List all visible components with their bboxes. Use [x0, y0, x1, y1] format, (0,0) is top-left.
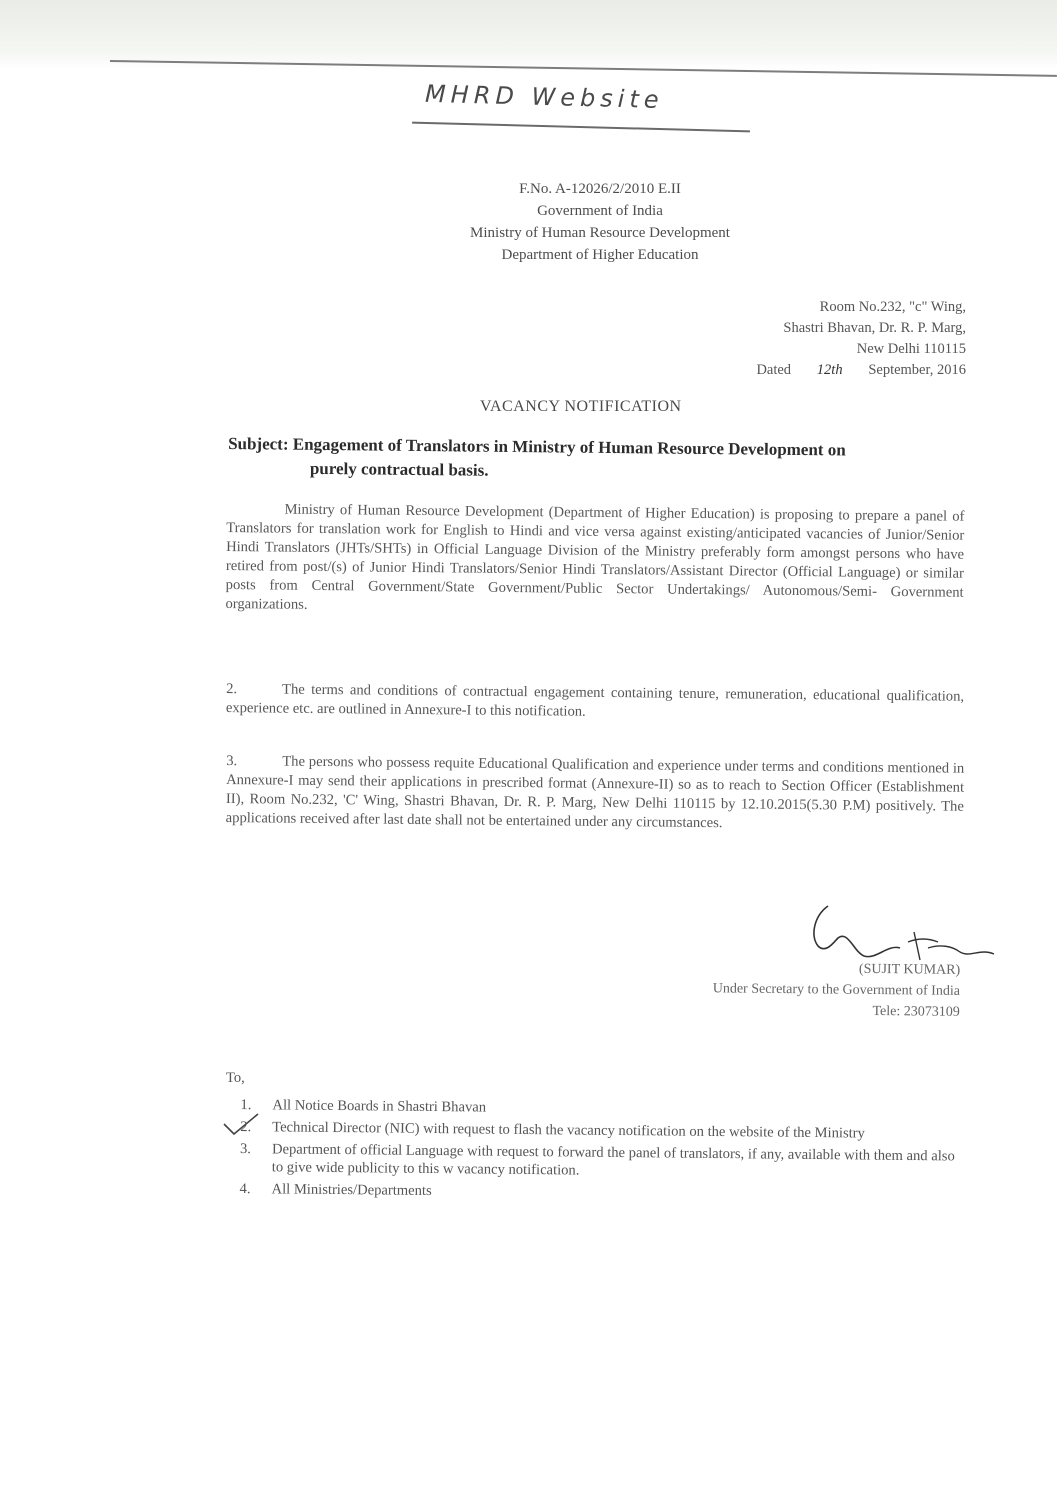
paragraph-number: 2.	[226, 681, 238, 698]
handwritten-underline	[412, 122, 750, 133]
subject-line-1: Subject: Engagement of Translators in Ministry of Human Resource Development on	[228, 434, 846, 460]
letter-date	[640, 360, 966, 381]
paragraph-1: Ministry of Human Resource Development (Department of Higher Education) is proposing to prepare a panel of Translators for translation work for English to Hindi and vice versa against existing/anticipated vacancies of Junior/Senior Hindi Translators (JHTs/SHTs) in Official Language Division of the Ministry preferably form amongst persons who have retired from post/(s) of Junior Hindi Translators/Senior Hindi Translators/Assistant Director (Official Language) or similar posts from Central Government/State Government/Public Sector Undertakings/ Autonomous/Semi- Government organizations.	[225, 501, 965, 613]
handwritten-day: 12th	[816, 362, 843, 378]
notice-title: VACANCY NOTIFICATION	[480, 398, 682, 415]
paragraph-3	[226, 752, 965, 836]
list-item: 1. All Notice Boards in Shastri Bhavan	[240, 1097, 487, 1116]
subject-line-2: purely contractual basis.	[309, 458, 489, 480]
paragraph-2	[226, 680, 964, 726]
address-city: New Delhi 110115	[856, 341, 966, 357]
distribution-list	[239, 1096, 960, 1210]
file-number: F.No. A-12026/2/2010 E.II	[519, 181, 681, 197]
paragraph-number: 3.	[226, 753, 238, 770]
list-item: 3. Department of official Language with request to forward the panel of translators, if any, available with them and also to give wide publicity to this w vacancy notification.	[239, 1141, 955, 1179]
date-month-year: September, 2016	[868, 362, 966, 378]
dated-label: Dated	[756, 362, 792, 378]
letter-header	[390, 178, 810, 266]
signatory-name: (SUJIT KUMAR)	[858, 961, 961, 978]
list-item: 2. Technical Director (NIC) with request to flash the vacancy notification on the website of the Ministry	[240, 1119, 865, 1142]
sender-address	[640, 297, 966, 381]
paragraph-2-text: The terms and conditions of contractual engagement containing tenure, remuneration, educational qualification, experience etc. are outlined in Annexure-I to this notification.	[225, 681, 965, 720]
address-building: Shastri Bhavan, Dr. R. P. Marg,	[783, 320, 966, 336]
handwritten-annotation: MHRD Website	[424, 79, 664, 115]
signatory-block	[600, 956, 961, 1023]
scan-shading	[0, 0, 1057, 70]
header-department: Department of Higher Education	[501, 247, 699, 263]
address-room: Room No.232, "c" Wing,	[819, 299, 966, 315]
subject-line	[228, 432, 978, 488]
distribution-to-label: To,	[226, 1070, 245, 1086]
signatory-telephone: Tele: 23073109	[872, 1003, 960, 1020]
signatory-designation: Under Secretary to the Government of India	[712, 981, 961, 999]
header-ministry: Ministry of Human Resource Development	[470, 225, 730, 241]
list-item: 4. All Ministries/Departments	[239, 1180, 432, 1200]
header-government: Government of India	[537, 203, 663, 219]
paragraph-3-text: The persons who possess requite Educational Qualification and experience under terms and conditions mentioned in Annexure-I may send their applications in prescribed format (Annexure-II) so as to reach to Section Officer (Establishment II), Room No.232, 'C' Wing, Shastri Bhavan, Dr. R. P. Marg, New Delhi 110115 by 12.10.2015(5.30 P.M) positively. The applications received after last date shall not be entertained under any circumstances.	[225, 753, 965, 832]
